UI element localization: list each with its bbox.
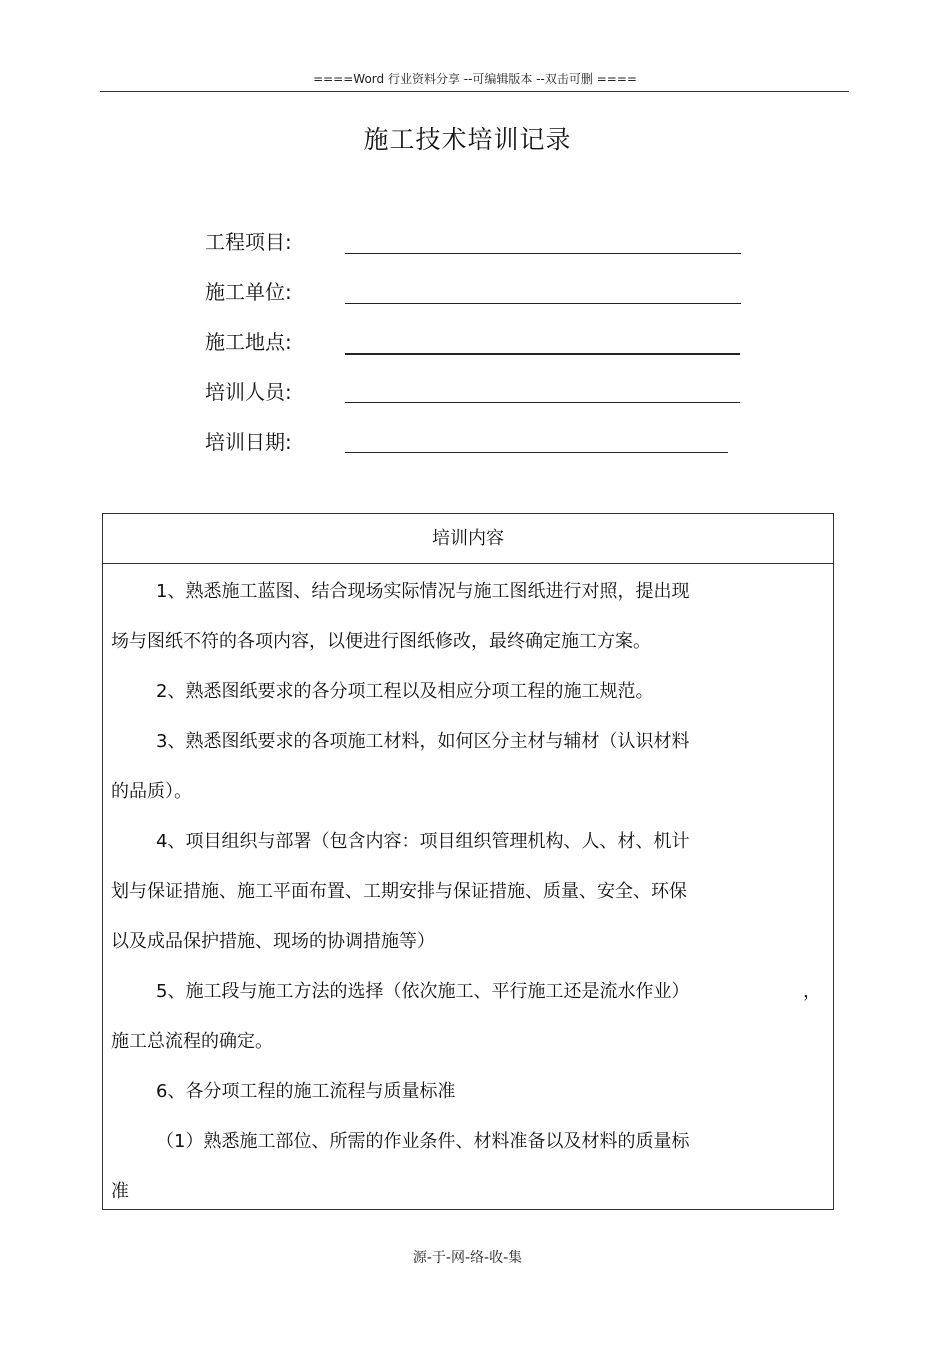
content-line: 施工总流程的确定。 <box>111 1031 273 1052</box>
content-line: （1）熟悉施工部位、所需的作业条件、材料准备以及材料的质量标 <box>156 1131 690 1152</box>
content-line: 准 <box>111 1181 129 1202</box>
field-label-location: 施工地点: <box>205 330 292 354</box>
content-line: 2、熟悉图纸要求的各分项工程以及相应分项工程的施工规范。 <box>156 681 654 702</box>
content-line: 5、施工段与施工方法的选择（依次施工、平行施工还是流水作业） <box>156 981 690 1002</box>
table-header-training-content: 培训内容 <box>103 514 833 564</box>
field-line-trainees <box>345 402 740 403</box>
page-footer: 源-于-网-络-收-集 <box>412 1250 523 1266</box>
field-label-trainees: 培训人员: <box>205 380 292 404</box>
field-label-project: 工程项目: <box>205 230 292 254</box>
field-label-date: 培训日期: <box>205 430 292 454</box>
header-divider <box>100 91 849 92</box>
content-line: ， <box>803 981 821 1002</box>
content-line: 1、熟悉施工蓝图、结合现场实际情况与施工图纸进行对照，提出现 <box>156 581 690 602</box>
content-line: 4、项目组织与部署（包含内容：项目组织管理机构、人、材、机计 <box>156 831 690 852</box>
field-line-location <box>345 353 740 355</box>
content-line: 以及成品保护措施、现场的协调措施等） <box>111 931 435 952</box>
field-line-project <box>345 253 741 254</box>
page-header-banner: ====Word 行业资料分享 --可编辑版本 --双击可删 ==== <box>313 72 637 86</box>
document-title: 施工技术培训记录 <box>363 125 572 154</box>
content-line: 场与图纸不符的各项内容，以便进行图纸修改，最终确定施工方案。 <box>111 631 651 652</box>
content-line: 3、熟悉图纸要求的各项施工材料，如何区分主材与辅材（认识材料 <box>156 731 690 752</box>
field-line-company <box>345 303 741 304</box>
training-content-table <box>102 513 834 1210</box>
content-line: 划与保证措施、施工平面布置、工期安排与保证措施、质量、安全、环保 <box>111 881 687 902</box>
content-line: 6、各分项工程的施工流程与质量标准 <box>156 1081 456 1102</box>
field-label-company: 施工单位: <box>205 280 292 304</box>
field-line-date <box>345 452 728 453</box>
content-line: 的品质）。 <box>111 781 192 802</box>
